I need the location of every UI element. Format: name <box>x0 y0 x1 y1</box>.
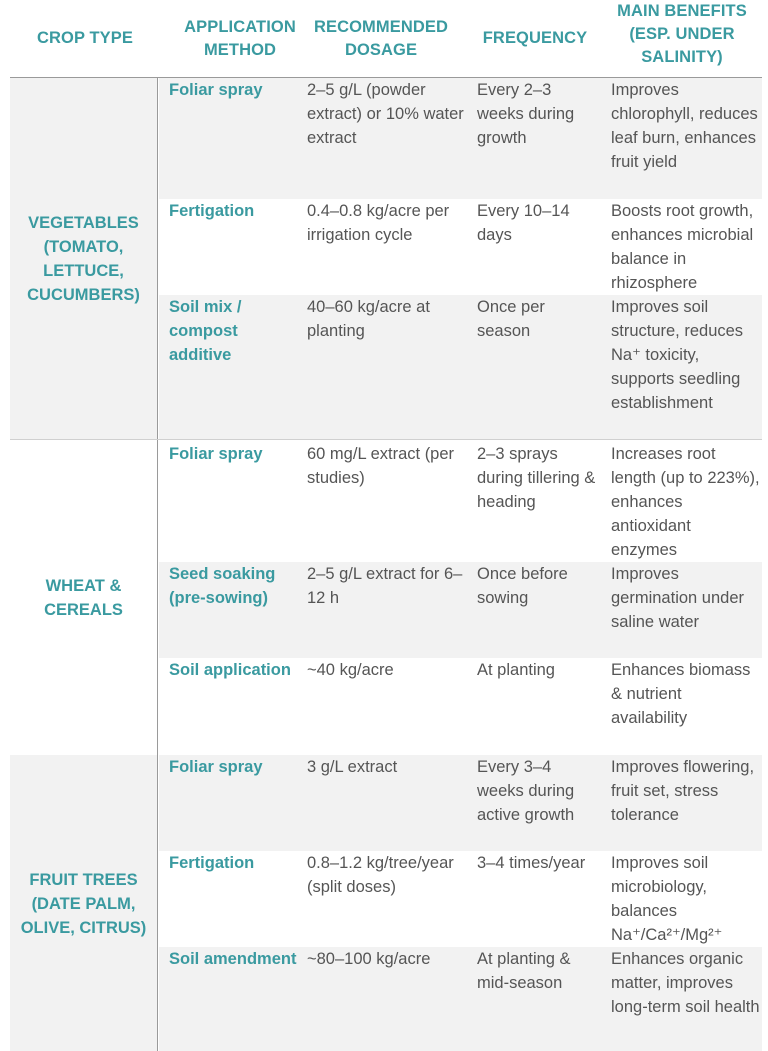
frequency-cell: 2–3 sprays during tillering & heading <box>477 445 596 511</box>
dosage-cell: ~40 kg/acre <box>307 661 394 679</box>
dosage-cell: 0.4–0.8 kg/acre per irrigation cycle <box>307 202 450 244</box>
crop-group-vegetables <box>10 78 762 440</box>
crop-type-label: FRUIT TREES (DATE PALM, OLIVE, CITRUS) <box>10 755 158 1051</box>
method-cell: Fertigation <box>169 854 255 872</box>
table-row <box>159 78 762 199</box>
benefits-cell: Improves flowering, fruit set, stress tolerance <box>611 758 755 824</box>
header-application-method: APPLICATION METHOD <box>184 17 296 59</box>
benefits-cell: Improves germination under saline water <box>611 565 744 631</box>
frequency-cell: At planting & mid-season <box>477 950 571 992</box>
dosage-cell: 2–5 g/L extract for 6–12 h <box>307 565 463 607</box>
table-row <box>159 947 762 1051</box>
benefits-cell: Boosts root growth, enhances microbial balance in rhizosphere <box>611 202 754 292</box>
method-cell: Fertigation <box>169 202 255 220</box>
application-table <box>10 0 762 1051</box>
table-row <box>159 295 762 439</box>
method-cell: Soil application <box>169 661 291 679</box>
dosage-cell: 2–5 g/L (powder extract) or 10% water extract <box>307 81 464 147</box>
frequency-cell: Every 10–14 days <box>477 202 570 244</box>
method-cell: Foliar spray <box>169 758 263 776</box>
benefits-cell: Improves soil microbiology, balances Na⁺/Ca²⁺/Mg²⁺ <box>611 854 723 944</box>
benefits-cell: Increases root length (up to 223%), enhances antioxidant enzymes <box>611 445 760 559</box>
frequency-cell: Once before sowing <box>477 565 568 607</box>
method-cell: Seed soaking (pre-sowing) <box>169 565 276 607</box>
dosage-cell: 3 g/L extract <box>307 758 398 776</box>
crop-group-wheat-cereals <box>10 440 762 755</box>
benefits-cell: Enhances organic matter, improves long-term soil health <box>611 950 760 1016</box>
table-row <box>159 658 762 755</box>
table-row <box>159 199 762 295</box>
frequency-cell: Once per season <box>477 298 545 340</box>
dosage-cell: 40–60 kg/acre at planting <box>307 298 430 340</box>
frequency-cell: Every 3–4 weeks during active growth <box>477 758 575 824</box>
frequency-cell: At planting <box>477 661 555 679</box>
header-frequency: FREQUENCY <box>482 29 588 47</box>
table-row <box>159 851 762 947</box>
header-crop-type: CROP TYPE <box>37 29 133 47</box>
crop-type-label: VEGETABLES (TOMATO, LETTUCE, CUCUMBERS) <box>10 78 158 439</box>
dosage-cell: 60 mg/L extract (per studies) <box>307 445 455 487</box>
table-row <box>159 440 762 562</box>
method-cell: Soil mix / compost additive <box>169 298 242 364</box>
method-cell: Foliar spray <box>169 445 263 463</box>
benefits-cell: Improves chlorophyll, reduces leaf burn, enhances fruit yield <box>611 81 758 171</box>
header-recommended-dosage: RECOMMENDED DOSAGE <box>313 17 449 59</box>
method-cell: Soil amendment <box>169 950 297 968</box>
frequency-cell: Every 2–3 weeks during growth <box>477 81 575 147</box>
dosage-cell: ~80–100 kg/acre <box>307 950 431 968</box>
table-row <box>159 562 762 658</box>
table-header <box>10 0 762 78</box>
frequency-cell: 3–4 times/year <box>477 854 586 872</box>
benefits-cell: Enhances biomass & nutrient availability <box>611 661 751 727</box>
crop-group-fruit-trees <box>10 755 762 1051</box>
header-main-benefits: MAIN BENEFITS (ESP. UNDER SALINITY) <box>617 2 747 66</box>
dosage-cell: 0.8–1.2 kg/tree/year (split doses) <box>307 854 454 896</box>
benefits-cell: Improves soil structure, reduces Na⁺ toxicity, supports seedling establishment <box>611 298 744 412</box>
crop-type-label: WHEAT & CEREALS <box>10 440 158 755</box>
table-row <box>159 755 762 851</box>
method-cell: Foliar spray <box>169 81 263 99</box>
